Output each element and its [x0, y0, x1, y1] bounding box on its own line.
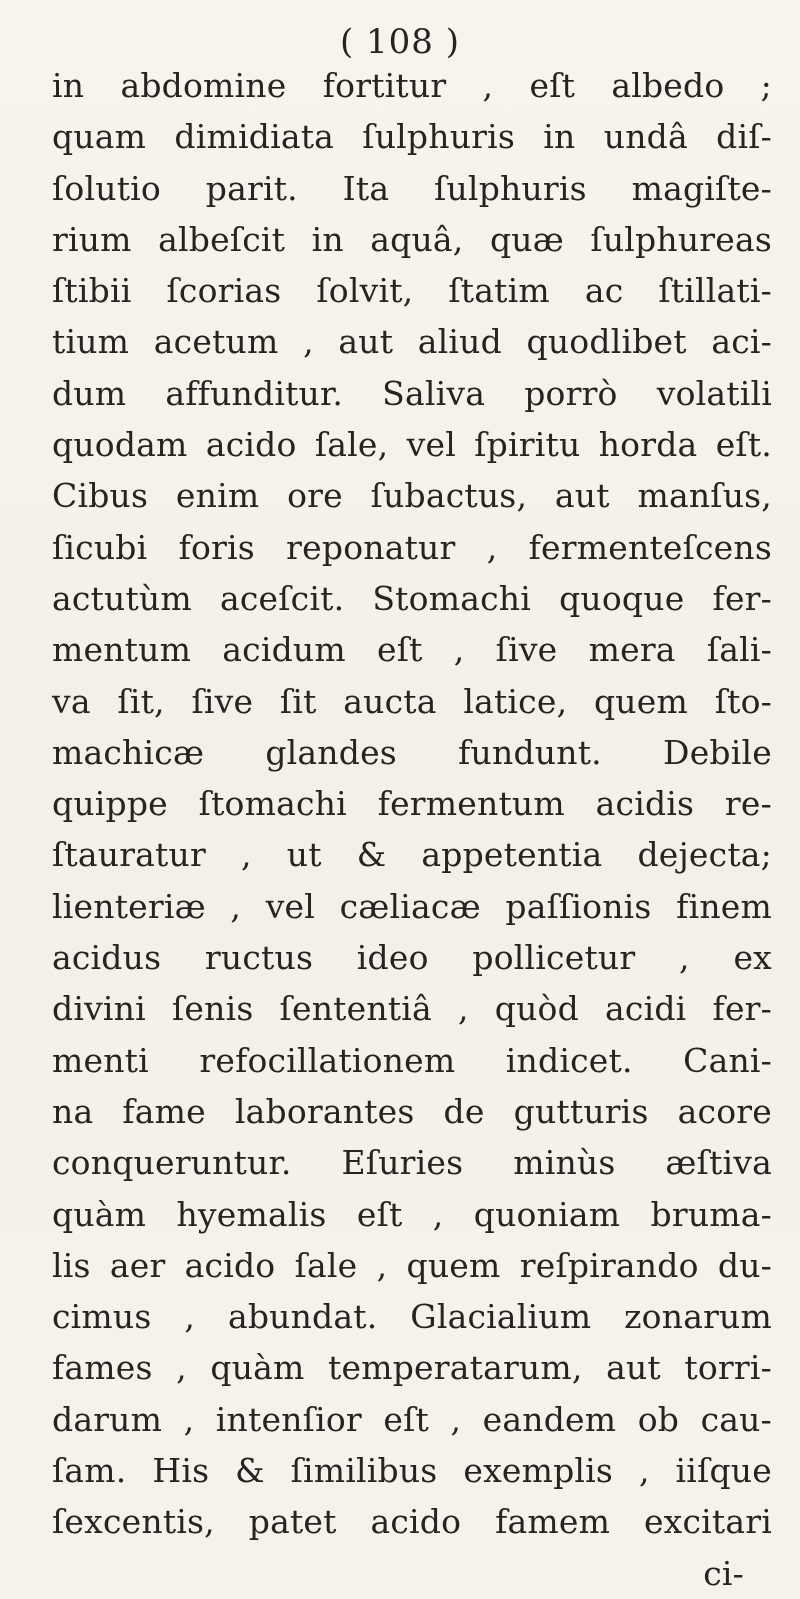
page-number: ( 108 ): [339, 22, 461, 62]
body-text: [52, 60, 772, 1599]
text-line: tium acetum , aut aliud quodlibet aci-: [52, 322, 772, 362]
text-line: ſexcentis, patet acido famem excitari: [52, 1502, 772, 1542]
text-line: mentum acidum eſt , ſive mera ſali-: [52, 630, 772, 670]
text-line: na fame laborantes de gutturis acore: [52, 1091, 772, 1131]
text-line: fames , quàm temperatarum, aut torri-: [52, 1348, 772, 1388]
text-line: rium albeſcit in aquâ, quæ ſulphureas: [52, 219, 772, 259]
text-line: dum affunditur. Saliva porrò volatili: [52, 373, 772, 413]
text-line: in abdomine fortitur , eſt albedo ;: [52, 66, 772, 105]
text-line: quàm hyemalis eſt , quoniam bruma-: [52, 1194, 772, 1234]
text-line: darum , intenſior eſt , eandem ob cau-: [52, 1399, 772, 1439]
text-line: ſam. His & ſimilibus exemplis , iiſque: [52, 1451, 772, 1491]
text-line: ſtibii ſcorias ſolvit, ſtatim ac ſtillati-: [52, 271, 772, 311]
text-line: ſicubi foris reponatur , fermenteſcens: [52, 527, 772, 567]
text-line: conqueruntur. Eſuries minùs æſtiva: [52, 1143, 772, 1183]
text-line: menti refocillationem indicet. Cani-: [52, 1040, 772, 1080]
text-line: va ſit, ſive ſit aucta latice, quem ſto-: [52, 681, 772, 721]
text-line: Cibus enim ore ſubactus, aut manſus,: [52, 476, 772, 516]
text-line: quam dimidiata ſulphuris in undâ diſ-: [52, 117, 772, 157]
text-line: quodam acido ſale, vel ſpiritu horda eſt.: [52, 425, 772, 465]
text-line: lis aer acido ſale , quem reſpirando du-: [52, 1245, 772, 1285]
text-line: quippe ſtomachi fermentum acidis re-: [52, 784, 772, 824]
text-line: cimus , abundat. Glacialium zonarum: [52, 1297, 772, 1337]
text-line: acidus ructus ideo pollicetur , ex: [52, 938, 772, 978]
text-line: actutùm aceſcit. Stomachi quoque fer-: [52, 578, 772, 618]
text-line: ſolutio parit. Ita ſulphuris magiſte-: [52, 168, 772, 208]
text-line: lienteriæ , vel cæliacæ paſſionis finem: [52, 886, 772, 926]
text-line: machicæ glandes fundunt. Debile: [52, 732, 772, 772]
catchword: ci-: [703, 1553, 744, 1593]
text-line: ſtauratur , ut & appetentia dejecta;: [52, 835, 772, 875]
text-line: divini ſenis ſententiâ , quòd acidi fer-: [52, 989, 772, 1029]
